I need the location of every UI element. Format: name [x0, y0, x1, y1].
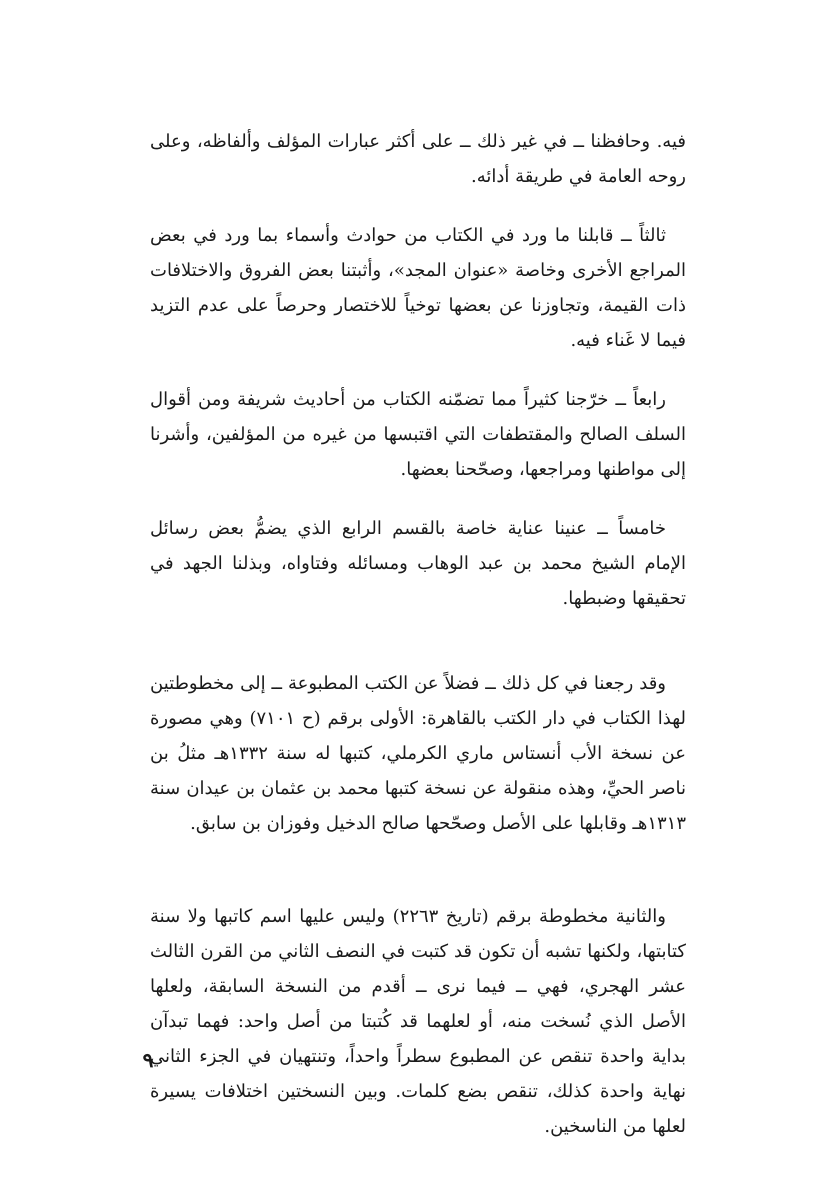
paragraph-continuation: فيه. وحافظنا ــ في غير ذلك ــ على أكثر عبارات المؤلف وألفاظه، وعلى روحه العامة في طريقة أدائه. — [150, 131, 686, 187]
paragraph-fourth-point: رابعاً ــ خرّجنا كثيراً مما تضمّنه الكتاب من أحاديث شريفة ومن أقوال السلف الصالح والمقتطفات التي اقتبسها من غيره من المؤلفين، وأشرنا إلى مواطنها ومراجعها، وصحّحنا بعضها. — [150, 389, 686, 480]
book-page-body — [150, 124, 686, 1144]
page-number: ٩ — [142, 1048, 154, 1072]
paragraph-fifth-point: خامساً ــ عنينا عناية خاصة بالقسم الرابع الذي يضمُّ بعض رسائل الإمام الشيخ محمد بن عبد الوهاب ومسائله وفتاواه، وبذلنا الجهد في تحقيقها وضبطها. — [150, 518, 686, 609]
paragraph-third-point: ثالثاً ــ قابلنا ما ورد في الكتاب من حوادث وأسماء بما ورد في بعض المراجع الأخرى وخاصة «عنوان المجد»، وأثبتنا بعض الفروق والاختلافات ذات القيمة، وتجاوزنا عن بعضها توخياً للاختصار وحرصاً على عدم التزيد فيما لا غَناء فيه. — [150, 225, 686, 351]
paragraph-second-manuscript: والثانية مخطوطة برقم (تاريخ ٢٢٦٣) وليس عليها اسم كاتبها ولا سنة كتابتها، ولكنها تشبه أن تكون قد كتبت في النصف الثاني من القرن الثالث عشر الهجري، فهي ــ فيما نرى ــ أقدم من النسخة السابقة، ولعلها الأصل الذي نُسخت منه، أو لعلهما قد كُتبتا من أصل واحد: فهما تبدآن بداية واحدة تنقص عن المطبوع سطراً واحداً، وتنتهيان في الجزء الثاني نهاية واحدة كذلك، تنقص بضع كلمات. وبين النسختين اختلافات يسيرة لعلها من الناسخين. — [150, 906, 686, 1137]
paragraph-first-manuscript: وقد رجعنا في كل ذلك ــ فضلاً عن الكتب المطبوعة ــ إلى مخطوطتين لهذا الكتاب في دار الكتب بالقاهرة: الأولى برقم (ح ٧١٠١) وهي مصورة عن نسخة الأب أنستاس ماري الكرملي، كتبها له سنة ١٣٣٢هـ مثلُ بن ناصر الحيِّ، وهذه منقولة عن نسخة كتبها محمد بن عثمان بن عيدان سنة ١٣١٣هـ وقابلها على الأصل وصحّحها صالح الدخيل وفوزان بن سابق. — [150, 673, 686, 834]
